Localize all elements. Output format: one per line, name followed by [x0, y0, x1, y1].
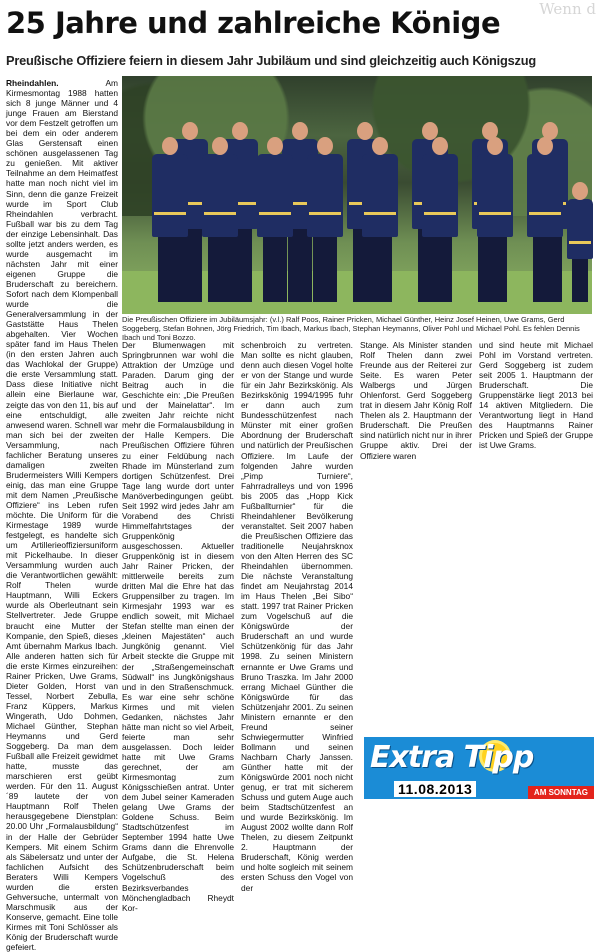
logo-subtitle: AM SONNTAG	[528, 786, 594, 799]
issue-date: 11.08.2013	[394, 781, 476, 797]
subheadline: Preußische Offiziere feiern in diesem Jahr Jubiläum und sind gleichzeitig auch Königszug	[6, 53, 536, 68]
logo-name: Extra Tipp	[370, 740, 534, 775]
headline: 25 Jahre und zahlreiche Könige	[6, 6, 501, 40]
officer-figure	[257, 137, 293, 302]
extra-tipp-logo	[364, 737, 594, 799]
officer-figure	[307, 137, 343, 302]
dateline: Rheindahlen.	[6, 78, 59, 88]
officer-figure	[202, 137, 238, 302]
officer-figure	[362, 137, 398, 302]
article-text-4: Stange. Als Minister standen Rolf Thelen dann zwei Freunde aus der Reiterei zur Seite. Es waren Peter Walbergs und Jürgen Ohlenforst. Gerd Soggeberg trat in diesem Jahr König Rolf Thelen als 2. Hauptmann der Bruderschaft. Die Preußen sind natürlich nicht nur in ihrer Gruppe aktiv. Drei der Offiziere waren	[360, 340, 472, 461]
article-column-3	[241, 340, 353, 893]
neighbor-article-heading: Wenn d	[539, 0, 596, 18]
officer-figure	[567, 182, 593, 302]
article-text-5: und sind heute mit Michael Pohl im Vorstand vertreten. Gerd Soggeberg ist zudem seit 2005 1. Hauptmann der Bruderschaft. Die Gruppenstärke liegt 2013 bei 14 aktiven Mitgliedern. Die Verantwortung liegt in Hand des Hauptmanns Rainer Pricken und Spieß der Gruppe ist Uwe Grams.	[479, 340, 593, 451]
officer-figure	[152, 137, 188, 302]
article-text-3: schenbroich zu vertreten. Man sollte es nicht glauben, denn auch diesen Vogel holte er von der Stange und wurde für ein Jahr Bezirkskönig. Als Bezirkskönig 1994/1995 fuhr er dann auch zum Bundesschützenfest nach Münster mit einer großen Abordnung der Bruderschaft und natürlich der Preußischen Offiziere. Im Laufe der folgenden Jahre wurden „Pimp Turniere“, Fahrradralleys und von 1996 bis 2005 das „Hopp Kick Fußballturnier“ für die Rheindahlener Bevölkerung veranstaltet. Seit 2007 haben die Preußischen Offiziere das traditionelle Neujahrsknox von den Alten Herren des SC Rheindahlen übernommen. Die nächste Veranstaltung findet am Neujahrstag 2014 im Haus Thelen „Bei Sibo“ statt. 1997 trat Rainer Pricken zum Vogelschuß auf die Königswürde der Bruderschaft an und wurde Schützenkönig für das Jahr 1998. Zu seinen Ministern ernannte er Uwe Grams und Bruno Traszka. Im Jahr 2000 errang Michael Günther die Königswürde für das Schützenjahr 2001. Zu seinen Ministern ernannte er den Freund seiner Schwiegermutter Winfried Bollmann und seinen Nachbarn Charly Janssen. Günther hatte mit der Königswürde 2001 noch nicht genug, er trat mit sicherem Schuss und gutem Auge auch beim Stadtschützenfest an und wurde Bezirkskönig. Im August 2002 wollte dann Rolf Thelen, zu diesem Zeitpunkt 2. Hauptmann der Bruderschaft, König werden und holte sogleich mit seinem ersten Schuss den Vogel von der	[241, 340, 353, 893]
group-photo	[122, 76, 592, 314]
article-column-4	[360, 340, 472, 736]
photo-caption: Die Preußischen Offiziere im Jubiläumsjahr: (v.l.) Ralf Poos, Rainer Pricken, Michael Günther, Heinz Josef Heinen, Uwe Grams, Gerd Soggeberg, Stefan Bohnen, Jörg Friedrich, Tim Ibach, Markus Ibach, Stephan Heymanns, Oliver Pohl und Michael Pohl. Es fehlen Dennis Ibach und Toni Bozzo.	[122, 315, 580, 343]
article-column-5	[479, 340, 593, 736]
officer-figure	[527, 137, 563, 302]
officer-figure	[422, 137, 458, 302]
officer-figure	[477, 137, 513, 302]
article-column-1	[6, 78, 118, 952]
article-text-1: Am Kirmesmontag 1988 hatten sich 8 junge Männer und 4 junge Frauen am Bierstand vor dem Festzelt getroffen um bei dem ein oder anderem Glas Gerstensaft einen schönen ausgelassenen Tag zu genießen. Mit aktiver Teilnahme an dem Heimatfest hatte man noch nicht viel im Sinn, denn die ganze Freizeit wurde im Sport Club Rheindahlen verbracht. Fußball war bis zu dem Tag der einzige Lebensinhalt. Das sollte jetzt anders werden, es wurde ausgemacht im nächsten Jahr mit einer eigenen Gruppe die Bruderschaft zu bereichern. Sofort nach dem Klompenball wurde die Generalversammlung in der Gaststätte Haus Thelen abgehalten. Vier Wochen später fand im Haus Thelen (in den ersten Jahren auch das Wachlokal der Gruppe) die erste Versammlung statt. Dass diese Initiative nicht allein eine Bierlaune war, zeigte das von den 11, bis auf eine entschuldigt, alle anwesend waren. Schnell war man sich bei der zweiten Versammlung, nach fachlicher Beratung unseres damaligen zweiten Brudermeisters Willi Kempers einig, das man eine Gruppe mit dem Namen „Preußische Offiziere“ ins Leben rufen möchte. Die Uniform für die Kirmestage 1989 wurde festgelegt, es handelte sich um Artillerieoffiziersuniform mit Pickelhaube. In dieser Versammlung wurden auch die Verantwortlichen gewählt: Rolf Thelen wurde Hauptmann, Willi Eckers wurde als Oberleutnant sein Stellvertreter. Jede Gruppe braucht eine Mutter der Kompanie, den Spieß, dieses Amt übernahm Markus Ibach. Alle anderen hatten sich für die erste Kirmes einzureihen: Rainer Pricken, Uwe Grams, Dieter Golden, Horst van Tessel, Norbert Zebulla, Franz Küppers, Markus Wingerath, Udo Dohmen, Michael Günther, Stephan Heymanns und Gerd Soggeberg. Da man dem Fußball alle Freizeit gewidmet hatte, musste das marschieren erst geübt werden. Für den 11. August ´89 lautete der von Hauptmann Rolf Thelen herausgegebene Dienstplan: 20.00 Uhr „Formalausbildung“ in der Halle der Gebrüder Kempers. Mit einem Schirm als Säbelersatz und unter der fachlichen Aufsicht des Beraters Willi Kempers wurden die ersten Gehversuche, untermalt von Marschmusik aus der Konserve, gemacht. Eine tolle Kirmes mit Toni Schlösser als König der Bruderschaft wurde gefeiert.	[6, 78, 118, 952]
article-text-2: Der Blumenwagen mit Springbrunnen war wohl die Attraktion der Umzüge und Paraden. Darum ging der Beitrag auch in die Geschichte ein: „Die Preußen und der Mainelattar“. Im zweiten Jahr reichte nicht mehr die Formalausbildung in der Halle Kempers. Die Preußischen Offiziere führen zu einer Feldübung nach Rhade im Münsterland zum dortigen Schützenfest. Drei Tage lang wurde dort unter Manöverbedingungen geübt. Seit 1992 wird jedes Jahr am Vorabend des Christi Himmelfahrtstages der Gruppenkönig ausgeschossen. Aktueller Gruppenkönig ist in diesem Jahr Rainer Pricken, der mittlerweile bereits zum dritten Mal die Ehre hat das Gruppensilber zu tragen. Im Kirmesjahr 1993 war es endlich soweit, mit Michael Stefan stellte man einen der „kleinen Majestäten“ auch Jungkönig genannt. Viel Arbeit steckte die Gruppe mit der „Straßengemeinschaft Südwall“ ins Jungkönigshaus und in den Straßenschmuck. Es war eine sehr schöne Kirmes und mit vielen Gedanken, nächstes Jahr hätte man nicht so viel Arbeit, feierte man sehr ausgelassen. Doch leider hatte mit Uwe Grams gerechnet, der am Kirmesmontag zum Königsschießen antrat. Unter dem Jubel seiner Kameraden gelang Uwe Grams der Goldene Schuss. Beim Stadtschützenfest im September 1994 hatte Uwe Grams dann die Ehrenvolle Aufgabe, die St. Helena Schützenbruderschaft beim Vogelschuß des Bezirksverbandes Mönchengladbach Rheydt Kor-	[122, 340, 234, 913]
article-column-2	[122, 340, 234, 913]
